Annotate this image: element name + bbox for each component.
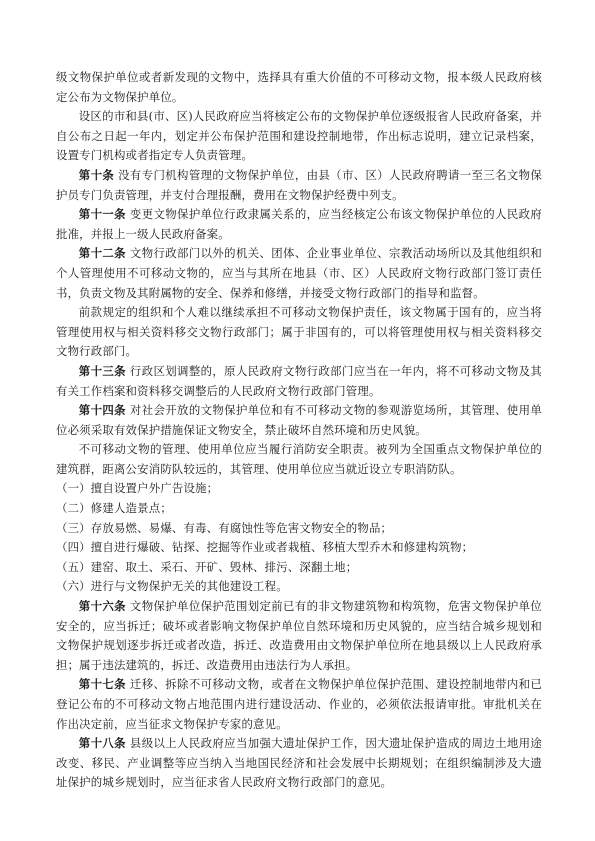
paragraph-text: 不可移动文物的管理、使用单位应当履行消防安全职责。被列为全国重点文物保护单位的建筑群，距离公安消防队较远的，其管理、使用单位应当就近设立专职消防队。 [56,442,542,476]
article-paragraph [56,166,542,205]
article-number: 第十四条 [78,403,126,418]
article-number: 第十一条 [78,207,126,222]
article-number: 第十八条 [78,736,126,751]
paragraph [56,303,542,362]
article-paragraph [56,205,542,244]
article-number: 第十三条 [78,363,126,378]
paragraph [56,68,542,107]
article-number: 第十二条 [78,246,126,261]
list-item [56,479,542,499]
article-paragraph [56,734,542,793]
list-item-text: （一）擅自设置户外广告设施； [56,481,219,496]
article-number: 第十条 [78,167,115,182]
article-paragraph [56,675,542,734]
paragraph-text: 文物行政部门以外的机关、团体、企业事业单位、宗教活动场所以及其他组织和个人管理使用不可移动文物的，应当与其所在地县（市、区）人民政府文物行政部门签订责任书，负责文物及其附属物的安全、保养和修缮，并接受文物行政部门的指导和监督。 [56,246,542,300]
paragraph-text: 级文物保护单位或者新发现的文物中，选择具有重大价值的不可移动文物，报本级人民政府核定公布为文物保护单位。 [56,70,542,104]
list-item-text: （二）修建人造景点； [56,501,172,516]
paragraph-text: 对社会开放的文物保护单位和有不可移动文物的参观游览场所，其管理、使用单位必须采取有效保护措施保证文物安全，禁止破坏自然环境和历史风貌。 [56,403,542,437]
list-item-text: （六）进行与文物保护无关的其他建设工程。 [56,579,288,594]
paragraph-text: 迁移、拆除不可移动文物，或者在文物保护单位保护范围、建设控制地带内和已登记公布的不可移动文物占地范围内进行建设活动、作业的，必须依法报请审批。审批机关在作出决定前，应当征求文物保护专家的意见。 [56,677,542,731]
list-item-text: （五）建窑、取土、采石、开矿、毁林、排污、深翻土地； [56,559,358,574]
list-item [56,558,542,578]
paragraph-text: 没有专门机构管理的文物保护单位，由县（市、区）人民政府聘请一至三名文物保护员专门负责管理，并支付合理报酬，费用在文物保护经费中列支。 [56,167,542,202]
paragraph [56,107,542,166]
paragraph-text: 行政区划调整的，原人民政府文物行政部门应当在一年内，将不可移动文物及其有关工作档案和资料移交调整后的人民政府文物行政部门管理。 [56,363,542,398]
paragraph-text: 设区的市和县(市、区)人民政府应当将核定公布的文物保护单位逐级报省人民政府备案，并自公布之日起一年内，划定并公布保护范围和建设控制地带，作出标志说明，建立记录档案，设置专门机构或者指定专人负责管理。 [56,109,542,163]
article-paragraph [56,362,542,401]
article-number: 第十七条 [78,677,126,692]
paragraph-text: 县级以上人民政府应当加强大遗址保护工作，因大遗址保护造成的周边土地用途改变、移民、产业调整等应当纳入当地国民经济和社会发展中长期规划；在组织编制涉及大遗址保护的城乡规划时，应当征求省人民政府文物行政部门的意见。 [56,736,542,790]
article-paragraph [56,597,542,675]
list-item [56,499,542,519]
paragraph-text: 前款规定的组织和个人难以继续承担不可移动文物保护责任，该文物属于国有的，应当将管理使用权与相关资料移交文物行政部门；属于非国有的，可以将管理使用权与相关资料移交文物行政部门。 [56,305,542,359]
article-paragraph [56,401,542,440]
regulation-text [56,68,542,793]
list-item [56,577,542,597]
list-item-text: （四）擅自进行爆破、钻探、挖掘等作业或者栽植、移植大型乔木和修建构筑物； [56,540,474,555]
paragraph-text: 文物保护单位保护范围划定前已有的非文物建筑物和构筑物，危害文物保护单位安全的，应当拆迁；破坏或者影响文物保护单位自然环境和历史风貌的，应当结合城乡规划和文物保护规划逐步拆迁或者改造，拆迁、改造费用由文物保护单位所在地县级以上人民政府承担；属于违法建筑的，拆迁、改造费用由违法行为人承担。 [56,599,542,672]
article-number: 第十六条 [78,599,126,614]
list-item [56,538,542,558]
article-paragraph [56,244,542,303]
list-item-text: （三）存放易燃、易爆、有毒、有腐蚀性等危害文物安全的物品； [56,520,393,535]
paragraph [56,440,542,479]
paragraph-text: 变更文物保护单位行政隶属关系的，应当经核定公布该文物保护单位的人民政府批准，并报上一级人民政府备案。 [56,207,542,241]
list-item [56,519,542,539]
